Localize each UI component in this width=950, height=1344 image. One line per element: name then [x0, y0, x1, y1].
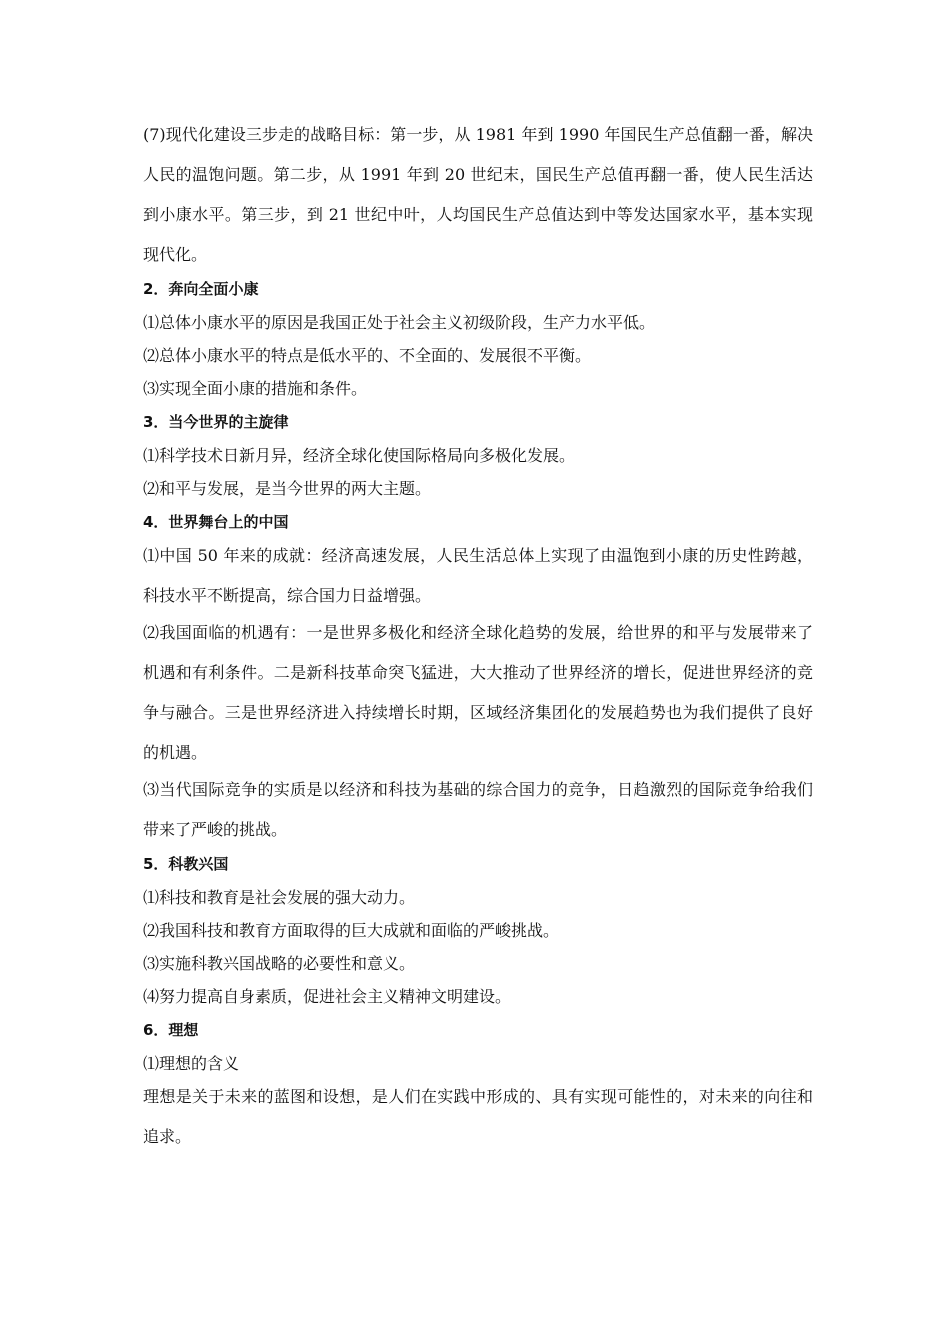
paragraph-ideal-definition: 理想是关于未来的蓝图和设想，是人们在实践中形成的、具有实现可能性的，对未来的向往和追求。 [143, 1087, 813, 1146]
paragraph-improve-quality: ⑷努力提高自身素质，促进社会主义精神文明建设。 [143, 987, 512, 1006]
paragraph-xiaokang-features: ⑵总体小康水平的特点是低水平的、不全面的、发展很不平衡。 [143, 346, 592, 365]
paragraph-xiaokang-measures: ⑶实现全面小康的措施和条件。 [143, 379, 368, 398]
section-heading-ideals: 6．理想 [143, 1021, 199, 1039]
paragraph-peace-development: ⑵和平与发展，是当今世界的两大主题。 [143, 479, 432, 498]
paragraph-china-opportunities: ⑵我国面临的机遇有：一是世界多极化和经济全球化趋势的发展，给世界的和平与发展带来了机遇和有利条件。二是新科技革命突飞猛进，大大推动了世界经济的增长，促进世界经济的竞争与融合。三是世界经济进入持续增长时期，区域经济集团化的发展趋势也为我们提供了良好的机遇。 [143, 623, 813, 762]
section-heading-world-theme: 3．当今世界的主旋律 [143, 413, 289, 431]
paragraph-china-achievements: ⑴中国 50 年来的成就：经济高速发展，人民生活总体上实现了由温饱到小康的历史性跨越，科技水平不断提高，综合国力日益增强。 [143, 546, 813, 605]
section-heading-xiaokang: 2．奔向全面小康 [143, 280, 259, 298]
section-heading-science-education: 5．科教兴国 [143, 855, 229, 873]
paragraph-education-driver: ⑴科技和教育是社会发展的强大动力。 [143, 888, 416, 907]
paragraph-strategy-necessity: ⑶实施科教兴国战略的必要性和意义。 [143, 954, 416, 973]
paragraph-international-competition: ⑶当代国际竞争的实质是以经济和科技为基础的综合国力的竞争，日趋激烈的国际竞争给我们带来了严峻的挑战。 [143, 780, 813, 839]
paragraph-achievements-challenges: ⑵我国科技和教育方面取得的巨大成就和面临的严峻挑战。 [143, 921, 560, 940]
document-body [143, 118, 813, 1154]
section-heading-china-world-stage: 4．世界舞台上的中国 [143, 513, 289, 531]
paragraph-modernization-goals: (7)现代化建设三步走的战略目标：第一步，从 1981 年到 1990 年国民生产总值翻一番，解决人民的温饱问题。第二步，从 1991 年到 20 世纪末，国民生产总值再翻一番，使人民生活达到小康水平。第三步，到 21 世纪中叶，人均国民生产总值达到中等发达国家水平，基本实现现代化。 [143, 125, 813, 264]
paragraph-xiaokang-reason: ⑴总体小康水平的原因是我国正处于社会主义初级阶段，生产力水平低。 [143, 313, 656, 332]
paragraph-ideal-meaning-title: ⑴理想的含义 [143, 1054, 240, 1073]
paragraph-tech-globalization: ⑴科学技术日新月异，经济全球化使国际格局向多极化发展。 [143, 446, 576, 465]
